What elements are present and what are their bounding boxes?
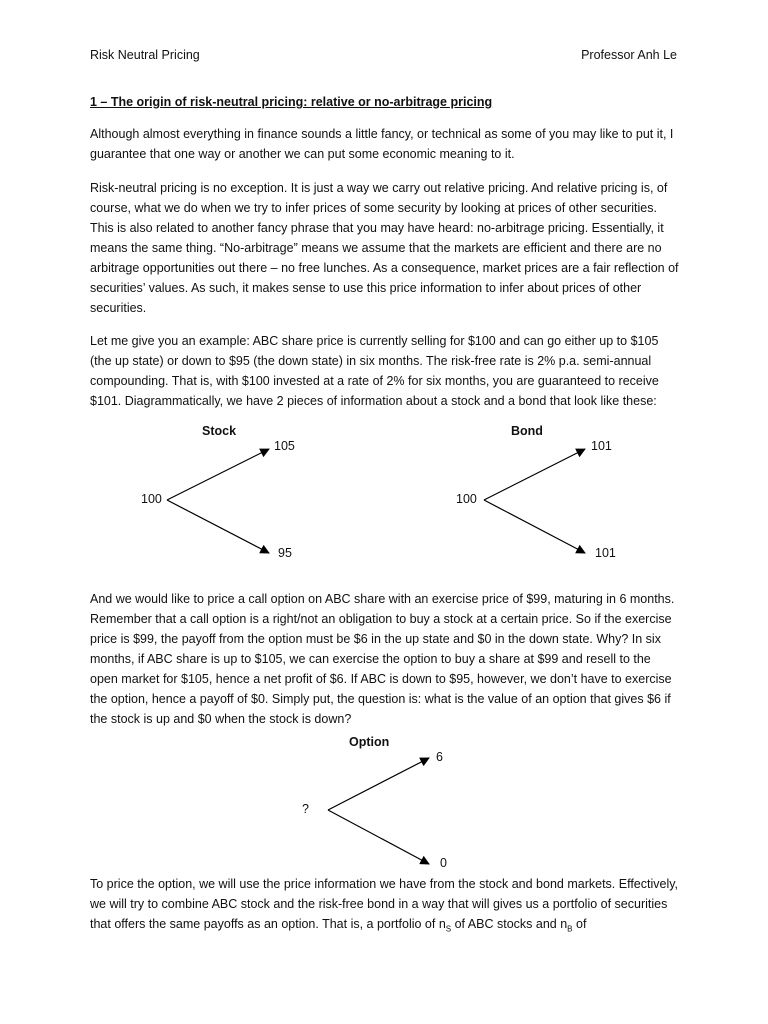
subscript-s: S <box>445 924 452 934</box>
bond-up-branch <box>484 449 585 500</box>
paragraph-pricing-text-a: To price the option, we will use the price information we have from the stock and bond markets. Effectively, we will try to combine ABC stock and the risk-free bond in a way that will gives us a portfolio of securities that offers the same payoffs as an option. That is, a portfolio of n <box>90 877 679 931</box>
option-up-value: 6 <box>436 750 443 764</box>
stock-down-branch <box>167 500 269 553</box>
stock-diagram-title: Stock <box>202 424 237 438</box>
paragraph-example: Let me give you an example: ABC share price is currently selling for $100 and can go either up to $105 (the up state) or down to $95 (the down state) in six months. The risk-free rate is 2% p.a. semi-annual compounding. That is, with $100 invested at a rate of 2% for six months, you are guaranteed to receive $101. Diagrammatically, we have 2 pieces of information about a stock and a bond that look like these: <box>90 334 659 408</box>
stock-start-value: 100 <box>141 492 162 506</box>
section-title: 1 – The origin of risk-neutral pricing: relative or no-arbitrage pricing <box>90 95 493 109</box>
option-start-value: ? <box>302 802 309 816</box>
stock-up-value: 105 <box>274 439 295 453</box>
bond-start-value: 100 <box>456 492 477 506</box>
stock-up-branch <box>167 449 269 500</box>
header-right: Professor Anh Le <box>581 48 677 62</box>
paragraph-call-option: And we would like to price a call option on ABC share with an exercise price of $99, maturing in 6 months. Remember that a call option is a right/not an obligation to buy a stock at a certain price. So if the exercise price is $99, the payoff from the option must be $6 in the up state and $0 in the down state. Why? In six months, if ABC share is up to $105, we can exercise the option to buy a share at $99 and resell to the open market for $105, hence a net profit of $6. If ABC is down to $95, however, we don’t have to exercise the option, hence a payoff of $0. Simply put, the question is: what is the value of an option that gives $6 if the stock is up and $0 when the stock is down? <box>90 592 675 726</box>
paragraph-pricing-text-c: of <box>572 917 587 931</box>
bond-diagram-title: Bond <box>511 424 543 438</box>
bond-down-branch <box>484 500 585 553</box>
option-up-branch <box>328 758 429 810</box>
option-down-value: 0 <box>440 856 447 870</box>
paragraph-pricing-text-b: of ABC stocks and n <box>451 917 568 931</box>
option-down-branch <box>328 810 429 864</box>
paragraph-risk-neutral: Risk-neutral pricing is no exception. It is just a way we carry out relative pricing. And relative pricing is, of course, what we do when we try to infer prices of some security by looking at prices of other securities. This is also related to another fancy phrase that you may have heard: no-arbitrage pricing. Essentially, it means the same thing. “No-arbitrage” means we assume that the markets are efficient and there are no arbitrage opportunities out there – no free lunches. As a consequence, market prices are a fair reflection of securities’ values. As such, it makes sense to use this price information to infer about prices of other securities. <box>90 181 679 315</box>
paragraph-intro: Although almost everything in finance sounds a little fancy, or technical as some of you may like to put it, I guarantee that one way or another we can put some economic meaning to it. <box>90 127 674 161</box>
header-left: Risk Neutral Pricing <box>90 48 200 62</box>
bond-up-value: 101 <box>591 439 612 453</box>
stock-down-value: 95 <box>278 546 292 560</box>
subscript-b: B <box>567 924 573 934</box>
bond-down-value: 101 <box>595 546 616 560</box>
option-diagram-title: Option <box>349 735 390 749</box>
paragraph-pricing-option <box>90 874 680 940</box>
